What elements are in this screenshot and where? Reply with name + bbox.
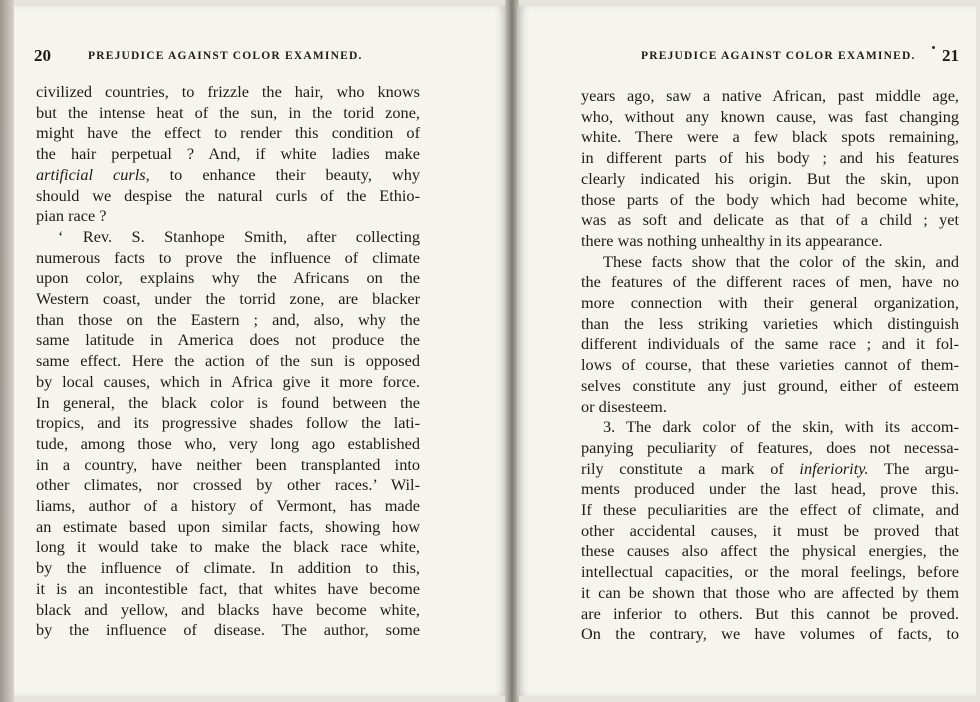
text-line: clearly indicated his origin. But the skin, upon [581,168,959,188]
text-line: same effect. Here the action of the sun is opposed [36,351,420,371]
right-page-number: 21 [942,46,959,65]
text-line: should we despise the natural curls of the Ethio- [36,185,420,205]
text-line: pian race ? [36,206,107,226]
text-fragment: rily constitute a mark of [581,458,800,478]
text-line: an estimate based upon similar facts, showing how [36,516,420,536]
italic-phrase: artificial curls, [36,164,150,184]
text-line: it can be shown that those who are affected by them [581,582,959,602]
text-line: than those on the Eastern ; and, also, why the [36,309,420,329]
text-line: more connection with their general organization, [581,293,959,313]
text-line: tude, among those who, very long ago established [36,433,420,453]
text-line: These facts show that the color of the skin, and [603,251,959,271]
left-page-edge [0,0,14,702]
left-running-head: PREJUDICE AGAINST COLOR EXAMINED. [88,50,363,62]
text-line: there was nothing unhealthy in its appearance. [581,230,883,250]
text-line: these causes also affect the physical energies, the [581,541,959,561]
text-line: other accidental causes, it must be proved that [581,520,959,540]
text-line: liams, author of a history of Vermont, has made [36,496,420,516]
text-line: ‘ Rev. S. Stanhope Smith, after collecting [58,226,420,246]
left-body-text [36,82,420,641]
text-line: panying peculiarity of features, does not necessa- [581,437,959,457]
text-line: long it would take to make the black race white, [36,537,420,557]
right-page [517,6,976,696]
right-body-text [581,86,959,645]
text-line: was as soft and delicate as that of a child ; yet [581,210,959,230]
text-line: might have the effect to render this condition of [36,123,420,143]
text-fragment: The argu- [868,458,960,478]
text-line: other climates, nor crossed by other races.’ Wil- [36,475,420,495]
text-line: years ago, saw a native African, past middle age, [581,86,959,105]
text-line: black and yellow, and blacks have become white, [36,599,420,619]
text-line: by local causes, which in Africa give it more force. [36,371,420,391]
text-line: civilized countries, to frizzle the hair, who knows [36,82,420,101]
text-line: Western coast, under the torrid zone, are blacker [36,289,420,309]
text-line: in a country, have neither been transplanted into [36,454,420,474]
text-line: On the contrary, we have volumes of facts, to [581,624,959,644]
text-line: white. There were a few black spots remaining, [581,127,959,147]
text-line: in different parts of his body ; and his features [581,148,959,168]
ink-speck [932,46,935,49]
text-line: by the influence of disease. The author, some [36,620,420,640]
text-line: the features of the different races of men, have no [581,272,959,292]
italic-word: inferiority. [799,458,869,478]
text-line: lows of course, that these varieties cannot of them- [581,355,959,375]
text-line: the hair perpetual ? And, if white ladies make [36,144,420,164]
text-line: upon color, explains why the Africans on the [36,268,420,288]
text-line: If these peculiarities are the effect of climate, and [581,500,959,520]
text-line: are inferior to others. But this cannot be proved. [581,603,959,623]
text-fragment: to enhance their beauty, why [149,164,420,184]
text-line: 3. The dark color of the skin, with its accom- [603,417,959,437]
text-line [36,165,420,186]
text-line: it is an incontestible fact, that whites have become [36,578,420,598]
text-line: by the influence of climate. In addition to this, [36,558,420,578]
text-line: or disesteem. [581,396,667,416]
text-line: tropics, and its progressive shades follow the lati- [36,413,420,433]
right-running-head: PREJUDICE AGAINST COLOR EXAMINED. [641,50,916,62]
text-line: different individuals of the same race ; and it fol- [581,334,959,354]
text-line: ments produced under the last head, prove this. [581,479,959,499]
text-line [581,459,959,480]
text-line: than the less striking varieties which distinguish [581,313,959,333]
text-line: In general, the black color is found between the [36,392,420,412]
text-line: who, without any known cause, was fast changing [581,106,959,126]
left-page [14,6,507,696]
text-line: numerous facts to prove the influence of climate [36,247,420,267]
text-line: those parts of the body which had become white, [581,189,959,209]
text-line: intellectual capacities, or the moral feelings, before [581,562,959,582]
text-line: selves constitute any just ground, either of esteem [581,375,959,395]
text-line: but the intense heat of the sun, in the torid zone, [36,102,420,122]
text-line: same latitude in America does not produce the [36,330,420,350]
left-page-number: 20 [34,46,51,65]
